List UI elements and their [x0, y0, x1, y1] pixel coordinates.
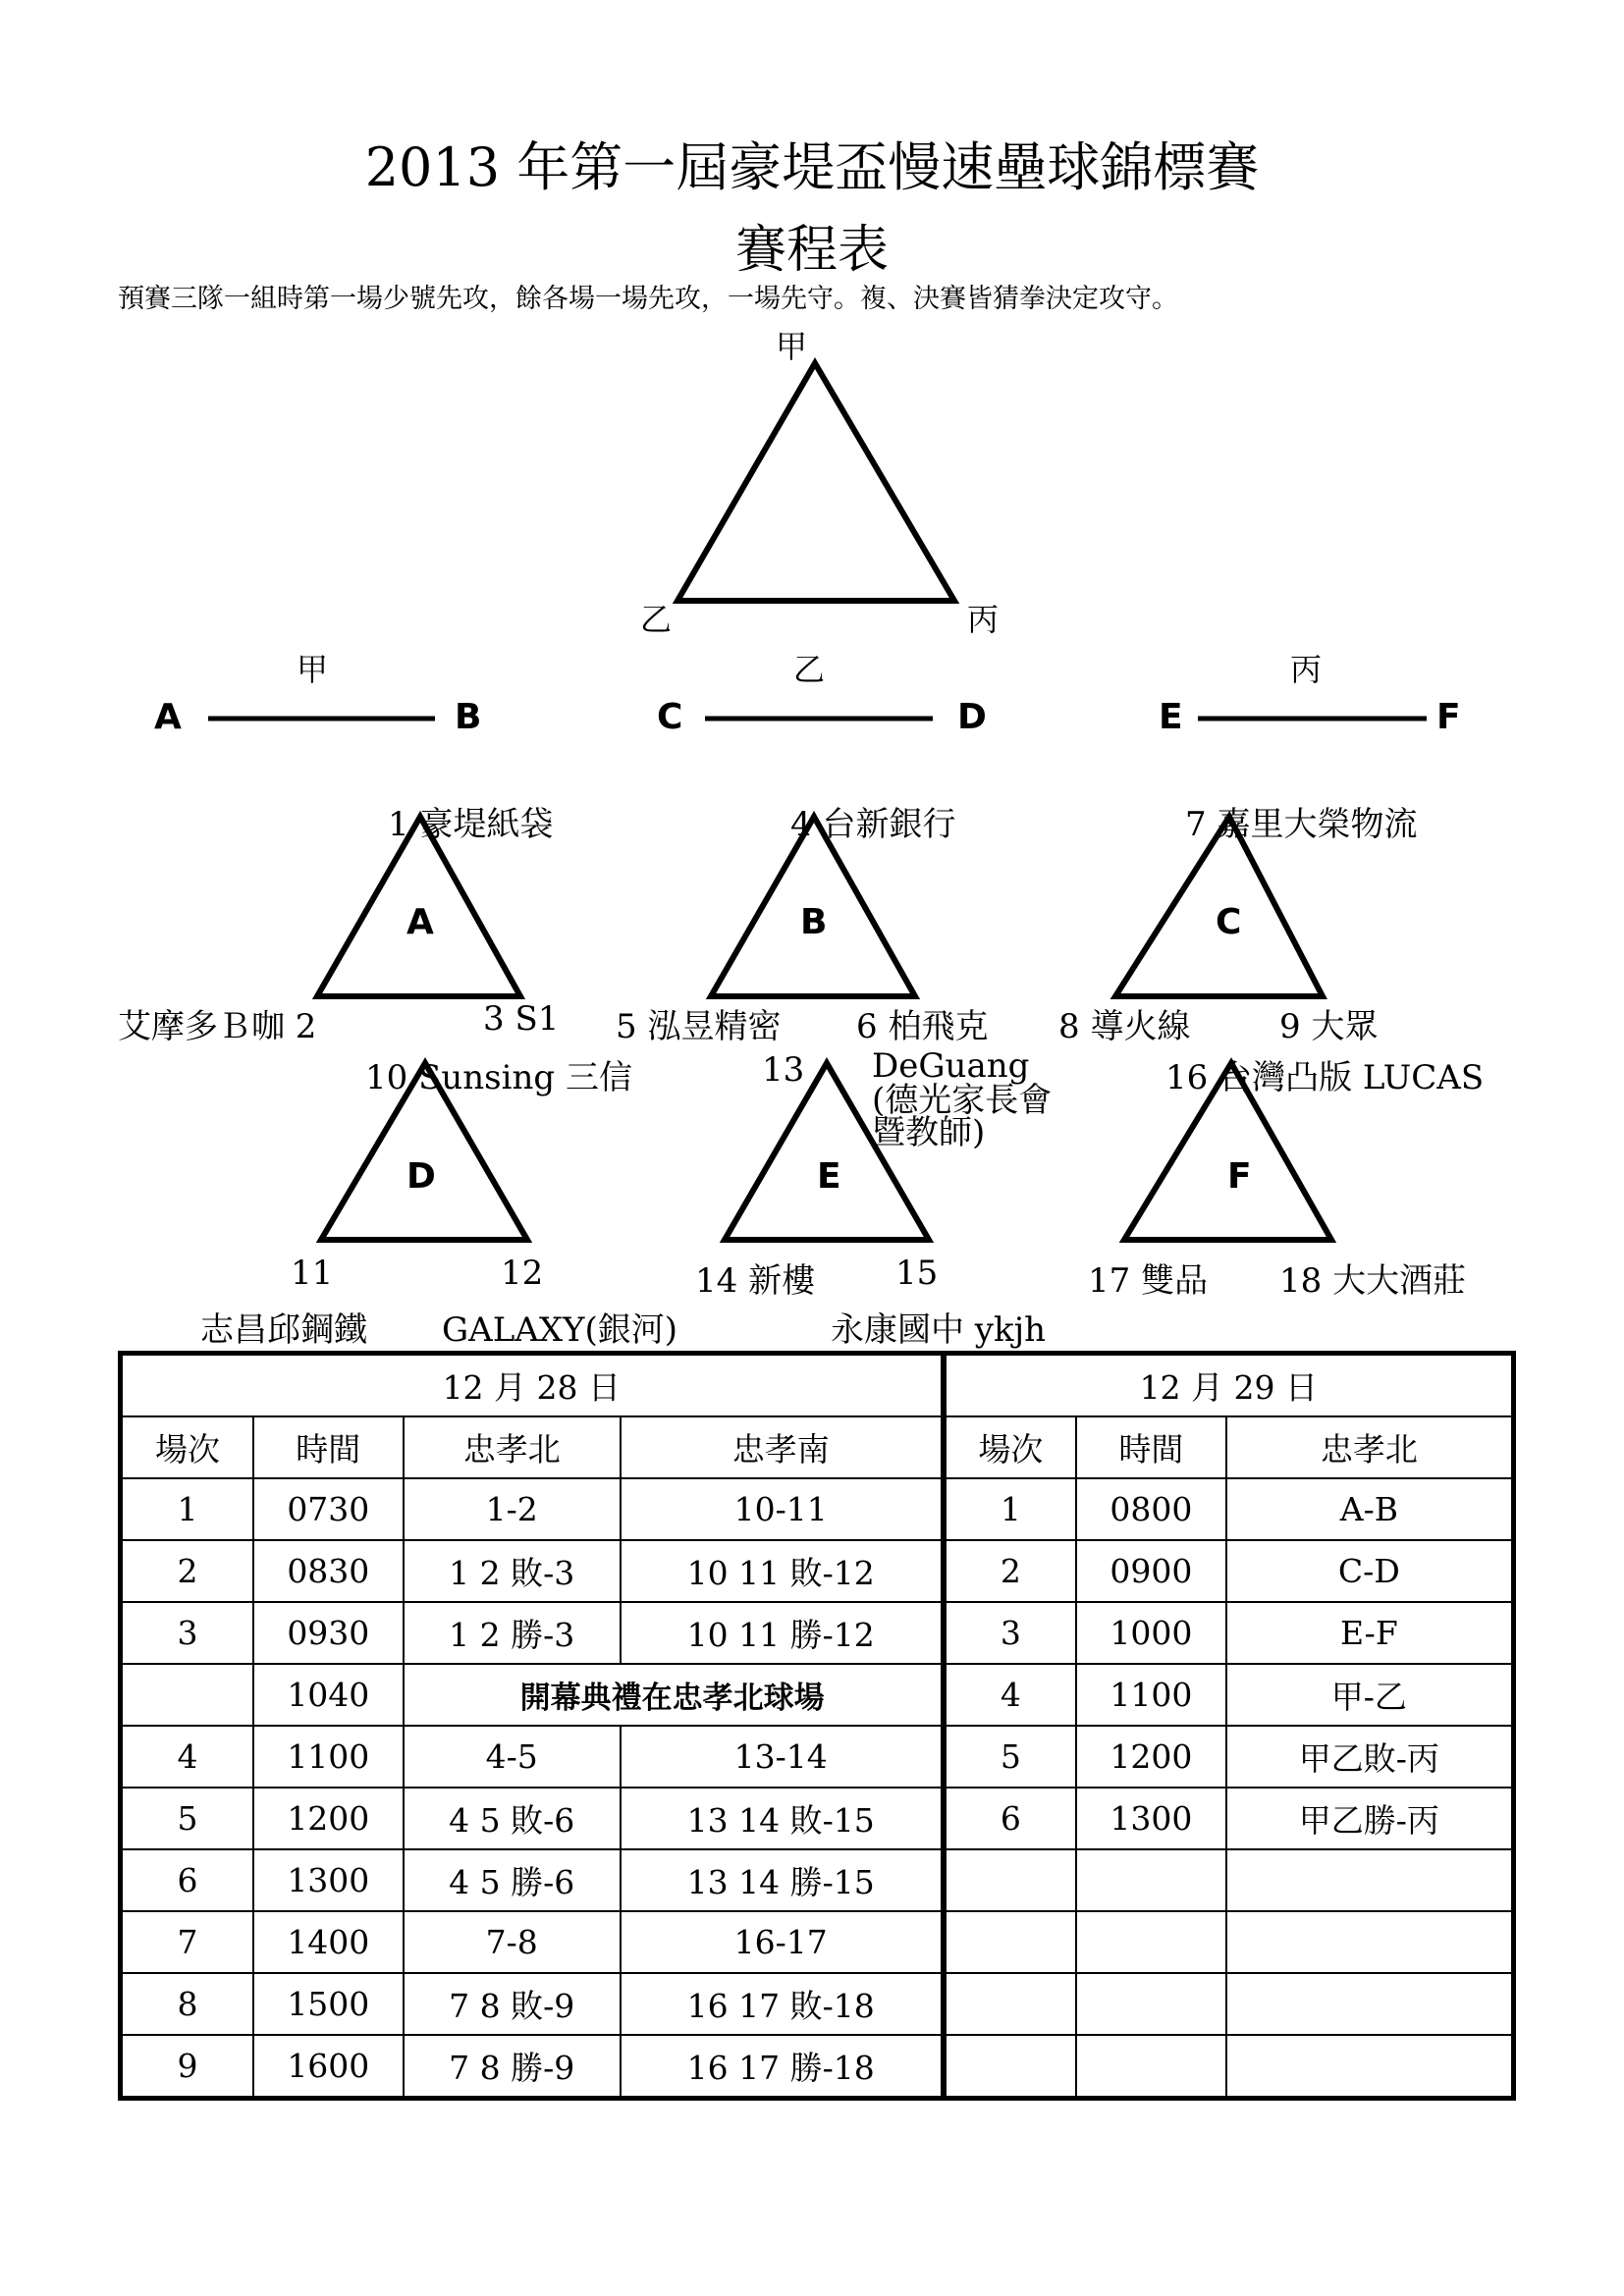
schedule-header-row — [121, 1416, 1514, 1478]
table-row — [121, 1973, 1514, 2035]
day2-game-no: 3 — [944, 1602, 1076, 1664]
day2-game-no — [944, 2035, 1076, 2099]
group-b-team-3: 6 柏飛克 — [856, 1007, 989, 1046]
final-triangle — [677, 363, 954, 601]
day2-game-no: 6 — [944, 1788, 1076, 1849]
group-a-name: A — [406, 902, 434, 942]
header-field-north-2: 忠孝北 — [1226, 1416, 1514, 1478]
header-game-no: 場次 — [121, 1416, 253, 1478]
final-top-label: 甲 — [776, 328, 808, 365]
group-e-team-1-note: (德光家長會 — [872, 1081, 1053, 1120]
day2-north-match — [1226, 1849, 1514, 1911]
group-a-team-1: 1 豪堤紙袋 — [388, 805, 554, 844]
table-row — [121, 1788, 1514, 1849]
header-field-north: 忠孝北 — [404, 1416, 621, 1478]
table-row — [121, 1602, 1514, 1664]
group-a-team-3: 3 S1 — [483, 999, 560, 1039]
group-c-team-1: 7 嘉里大榮物流 — [1185, 805, 1418, 844]
rule-text: 預賽三隊一組時第一場少號先攻，餘各場一場先攻，一場先守。複、決賽皆猜拳決定攻守。 — [118, 284, 1178, 314]
day1-game-no: 9 — [121, 2035, 253, 2099]
schedule-date-row — [121, 1354, 1514, 1417]
day1-game-no: 7 — [121, 1911, 253, 1973]
day1-game-no: 2 — [121, 1540, 253, 1602]
day2-game-no: 5 — [944, 1726, 1076, 1788]
day1-south-match: 13 14 勝-15 — [621, 1849, 944, 1911]
team-11-name: 志昌邱鋼鐵 — [200, 1310, 367, 1350]
day1-time: 1100 — [253, 1726, 404, 1788]
semi-team-c: C — [657, 697, 683, 737]
day2-time: 1000 — [1076, 1602, 1226, 1664]
day1-time: 1200 — [253, 1788, 404, 1849]
semi-team-d: D — [957, 697, 987, 737]
semi-label-1: 甲 — [297, 651, 329, 688]
day2-game-no — [944, 1911, 1076, 1973]
day1-game-no — [121, 1664, 253, 1726]
day1-north-match: 4 5 勝-6 — [404, 1849, 621, 1911]
day1-game-no: 5 — [121, 1788, 253, 1849]
group-e-team-1-number: 13 — [762, 1050, 805, 1090]
header-field-south: 忠孝南 — [621, 1416, 944, 1478]
day2-game-no — [944, 1973, 1076, 2035]
day1-time: 1400 — [253, 1911, 404, 1973]
group-e-team-1-note-2: 暨教師) — [872, 1113, 986, 1152]
day2-north-match — [1226, 2035, 1514, 2099]
day1-time: 1500 — [253, 1973, 404, 2035]
day1-time: 0930 — [253, 1602, 404, 1664]
day2-north-match: E-F — [1226, 1602, 1514, 1664]
day2-date: 12 月 29 日 — [944, 1354, 1514, 1417]
group-c-name: C — [1216, 902, 1242, 942]
group-d-team-3: 12 — [501, 1254, 544, 1293]
group-e-team-2: 14 新樓 — [695, 1261, 816, 1301]
day1-south-match: 16 17 敗-18 — [621, 1973, 944, 2035]
day1-south-match: 10-11 — [621, 1478, 944, 1540]
group-d-team-1: 10 Sunsing 三信 — [365, 1058, 632, 1097]
team-15-name: 永康國中 ykjh — [831, 1310, 1047, 1350]
day2-north-match: C-D — [1226, 1540, 1514, 1602]
day1-game-no: 4 — [121, 1726, 253, 1788]
day1-north-match: 7 8 敗-9 — [404, 1973, 621, 2035]
group-e-team-1-name: DeGuang — [872, 1046, 1030, 1086]
table-row — [121, 1849, 1514, 1911]
day1-game-no: 6 — [121, 1849, 253, 1911]
day2-time: 0800 — [1076, 1478, 1226, 1540]
day1-south-match: 13 14 敗-15 — [621, 1788, 944, 1849]
day2-north-match — [1226, 1911, 1514, 1973]
day2-north-match: A-B — [1226, 1478, 1514, 1540]
day2-north-match: 甲乙勝-丙 — [1226, 1788, 1514, 1849]
day1-time: 1040 — [253, 1664, 404, 1726]
group-f-team-3: 18 大大酒莊 — [1279, 1261, 1467, 1301]
semi-team-b: B — [455, 697, 482, 737]
semi-label-2: 乙 — [793, 651, 826, 688]
table-row — [121, 1540, 1514, 1602]
day1-date: 12 月 28 日 — [121, 1354, 944, 1417]
header-time: 時間 — [253, 1416, 404, 1478]
schedule-table — [118, 1351, 1516, 2101]
header-game-no-2: 場次 — [944, 1416, 1076, 1478]
group-a-team-2: 艾摩多Ｂ咖 2 — [118, 1007, 317, 1046]
day1-north-match: 1 2 敗-3 — [404, 1540, 621, 1602]
table-row — [121, 1664, 1514, 1726]
opening-ceremony: 開幕典禮在忠孝北球場 — [404, 1664, 944, 1726]
group-b-team-1: 4 台新銀行 — [790, 805, 956, 844]
group-f-team-2: 17 雙品 — [1088, 1261, 1209, 1301]
day2-time — [1076, 1911, 1226, 1973]
group-b-team-2: 5 泓昱精密 — [616, 1007, 782, 1046]
day1-game-no: 3 — [121, 1602, 253, 1664]
table-row — [121, 1478, 1514, 1540]
day2-time: 1200 — [1076, 1726, 1226, 1788]
table-row — [121, 1911, 1514, 1973]
semi-team-e: E — [1159, 697, 1183, 737]
day1-south-match: 16-17 — [621, 1911, 944, 1973]
day2-north-match: 甲乙敗-丙 — [1226, 1726, 1514, 1788]
day2-time — [1076, 2035, 1226, 2099]
group-c-team-3: 9 大眾 — [1279, 1007, 1379, 1046]
day2-time: 0900 — [1076, 1540, 1226, 1602]
group-f-name: F — [1227, 1156, 1252, 1197]
page-subtitle: 賽程表 — [734, 221, 889, 280]
group-b-name: B — [800, 902, 828, 942]
day1-north-match: 1-2 — [404, 1478, 621, 1540]
day1-south-match: 10 11 敗-12 — [621, 1540, 944, 1602]
table-row — [121, 2035, 1514, 2099]
day2-game-no: 2 — [944, 1540, 1076, 1602]
day2-north-match — [1226, 1973, 1514, 2035]
group-f-team-1: 16 台灣凸版 LUCAS — [1165, 1058, 1485, 1097]
day1-south-match: 16 17 勝-18 — [621, 2035, 944, 2099]
day2-time — [1076, 1973, 1226, 2035]
day1-time: 0830 — [253, 1540, 404, 1602]
day1-game-no: 1 — [121, 1478, 253, 1540]
day2-time — [1076, 1849, 1226, 1911]
team-12-name: GALAXY(銀河) — [442, 1310, 678, 1350]
page-title: 2013 年第一屆豪堤盃慢速壘球錦標賽 — [364, 136, 1260, 198]
day1-south-match: 10 11 勝-12 — [621, 1602, 944, 1664]
group-e-name: E — [817, 1156, 841, 1197]
semi-team-f: F — [1436, 697, 1461, 737]
header-time-2: 時間 — [1076, 1416, 1226, 1478]
day1-time: 1300 — [253, 1849, 404, 1911]
group-e-team-3: 15 — [895, 1254, 939, 1293]
day1-north-match: 4 5 敗-6 — [404, 1788, 621, 1849]
day2-time: 1300 — [1076, 1788, 1226, 1849]
day2-game-no: 4 — [944, 1664, 1076, 1726]
day2-time: 1100 — [1076, 1664, 1226, 1726]
semi-label-3: 丙 — [1290, 651, 1323, 688]
day1-south-match: 13-14 — [621, 1726, 944, 1788]
day1-north-match: 7-8 — [404, 1911, 621, 1973]
final-left-label: 乙 — [640, 601, 673, 638]
group-d-name: D — [406, 1156, 436, 1197]
day2-game-no: 1 — [944, 1478, 1076, 1540]
day1-game-no: 8 — [121, 1973, 253, 2035]
day1-time: 0730 — [253, 1478, 404, 1540]
group-d-team-2: 11 — [291, 1254, 334, 1293]
day1-time: 1600 — [253, 2035, 404, 2099]
table-row — [121, 1726, 1514, 1788]
day1-north-match: 4-5 — [404, 1726, 621, 1788]
day1-north-match: 1 2 勝-3 — [404, 1602, 621, 1664]
final-right-label: 丙 — [967, 601, 1000, 638]
day1-north-match: 7 8 勝-9 — [404, 2035, 621, 2099]
day2-north-match: 甲-乙 — [1226, 1664, 1514, 1726]
semi-team-a: A — [154, 697, 182, 737]
group-c-team-2: 8 導火線 — [1058, 1007, 1191, 1046]
day2-game-no — [944, 1849, 1076, 1911]
